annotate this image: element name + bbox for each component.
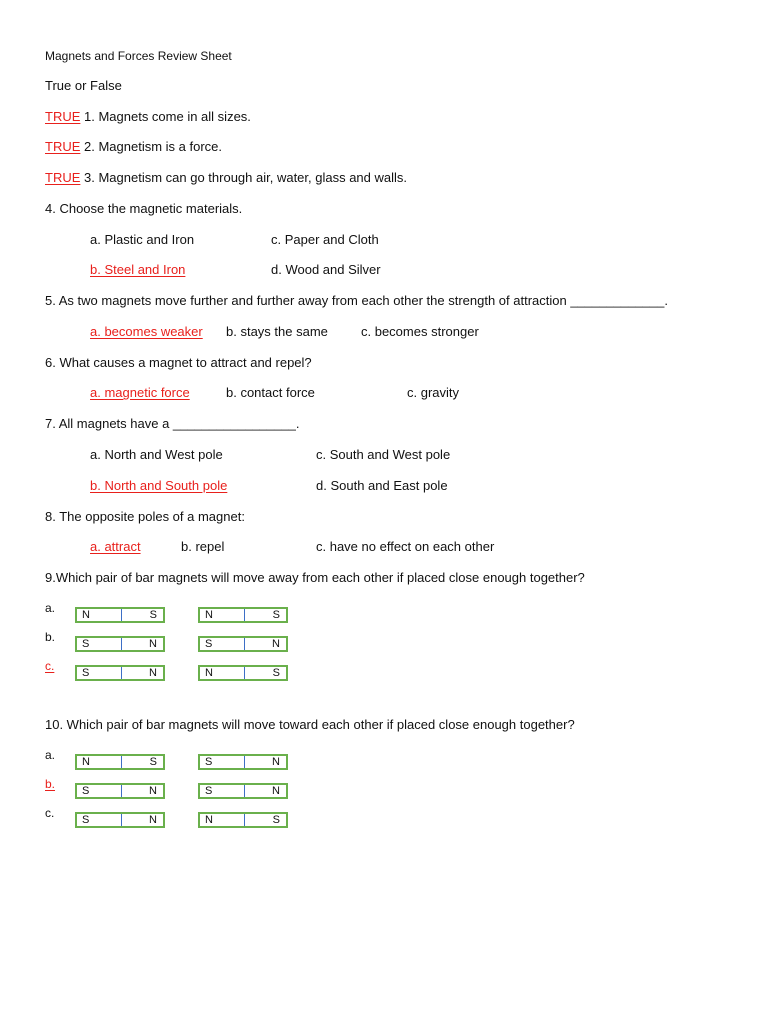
question-10: 10. Which pair of bar magnets will move toward each other if placed close enough together? (45, 717, 575, 732)
magnet-pole-right: N (149, 814, 157, 826)
tf-item-1 (45, 109, 251, 125)
q10-option-a-letter: a. (45, 748, 56, 762)
bar-magnet (198, 665, 288, 681)
bar-magnet (75, 607, 165, 623)
magnet-pole-right: N (272, 756, 280, 768)
magnet-pole-right: N (149, 638, 157, 650)
tf-answer: TRUE (45, 170, 81, 185)
magnet-pole-right: S (272, 667, 280, 679)
bar-magnet (75, 783, 165, 799)
magnet-pole-right: S (149, 756, 157, 768)
bar-magnet (75, 665, 165, 681)
bar-magnet (75, 636, 165, 652)
q7-option-a: a. North and West pole (90, 447, 223, 462)
tf-answer: TRUE (45, 139, 81, 154)
q7-option-b-answer: b. North and South pole (90, 478, 228, 493)
q5-option-c: c. becomes stronger (361, 324, 479, 339)
magnet-pole-left: S (82, 785, 90, 797)
q8-option-c: c. have no effect on each other (316, 539, 495, 554)
magnet-pole-right: S (149, 609, 157, 621)
q6-option-b: b. contact force (226, 385, 315, 400)
magnet-pole-left: S (205, 638, 213, 650)
q4-option-d: d. Wood and Silver (271, 262, 381, 277)
magnet-pole-left: S (205, 756, 213, 768)
magnet-pole-right: N (272, 638, 280, 650)
magnet-pole-left: S (82, 814, 90, 826)
bar-magnet (198, 607, 288, 623)
magnet-pole-right: N (272, 785, 280, 797)
page-title: Magnets and Forces Review Sheet (45, 49, 232, 63)
bar-magnet (198, 754, 288, 770)
magnet-pole-right: N (149, 785, 157, 797)
magnet-pole-right: N (149, 667, 157, 679)
q9-option-c-letter-answer: c. (45, 659, 55, 673)
magnet-pole-left: N (205, 814, 213, 826)
q9-option-a-letter: a. (45, 601, 56, 615)
magnet-pole-left: S (205, 785, 213, 797)
magnet-pole-right: S (272, 609, 280, 621)
q6-option-c: c. gravity (407, 385, 460, 400)
section-heading: True or False (45, 78, 122, 93)
bar-magnet (75, 754, 165, 770)
q7-option-d: d. South and East pole (316, 478, 448, 493)
tf-statement: 3. Magnetism can go through air, water, glass and walls. (80, 170, 408, 185)
magnet-pole-left: N (205, 609, 213, 621)
bar-magnet (75, 812, 165, 828)
magnet-pole-right: S (272, 814, 280, 826)
bar-magnet (198, 783, 288, 799)
q10-option-c-letter: c. (45, 806, 55, 820)
q4-option-a: a. Plastic and Iron (90, 232, 195, 247)
bar-magnet (198, 636, 288, 652)
q10-option-b-letter-answer: b. (45, 777, 56, 791)
tf-item-3 (45, 170, 407, 186)
q4-option-c: c. Paper and Cloth (271, 232, 379, 247)
magnet-pole-left: S (82, 638, 90, 650)
magnet-pole-left: N (205, 667, 213, 679)
q4-option-b-answer: b. Steel and Iron (90, 262, 186, 277)
tf-statement: 2. Magnetism is a force. (80, 139, 223, 154)
q5-option-a-answer: a. becomes weaker (90, 324, 203, 339)
q9-option-b-letter: b. (45, 630, 56, 644)
question-7: 7. All magnets have a _________________. (45, 416, 300, 431)
question-4: 4. Choose the magnetic materials. (45, 201, 243, 216)
tf-statement: 1. Magnets come in all sizes. (80, 109, 251, 124)
question-9: 9.Which pair of bar magnets will move away from each other if placed close enough together? (45, 570, 585, 585)
magnet-pole-left: N (82, 756, 90, 768)
q5-option-b: b. stays the same (226, 324, 328, 339)
tf-answer: TRUE (45, 109, 81, 124)
bar-magnet (198, 812, 288, 828)
q7-option-c: c. South and West pole (316, 447, 451, 462)
q6-option-a-answer: a. magnetic force (90, 385, 190, 400)
q8-option-b: b. repel (181, 539, 225, 554)
question-6: 6. What causes a magnet to attract and repel? (45, 355, 312, 370)
question-5: 5. As two magnets move further and further away from each other the strength of attraction _____________. (45, 293, 668, 308)
question-8: 8. The opposite poles of a magnet: (45, 509, 245, 524)
magnet-pole-left: S (82, 667, 90, 679)
q8-option-a-answer: a. attract (90, 539, 141, 554)
tf-item-2 (45, 139, 222, 155)
magnet-pole-left: N (82, 609, 90, 621)
